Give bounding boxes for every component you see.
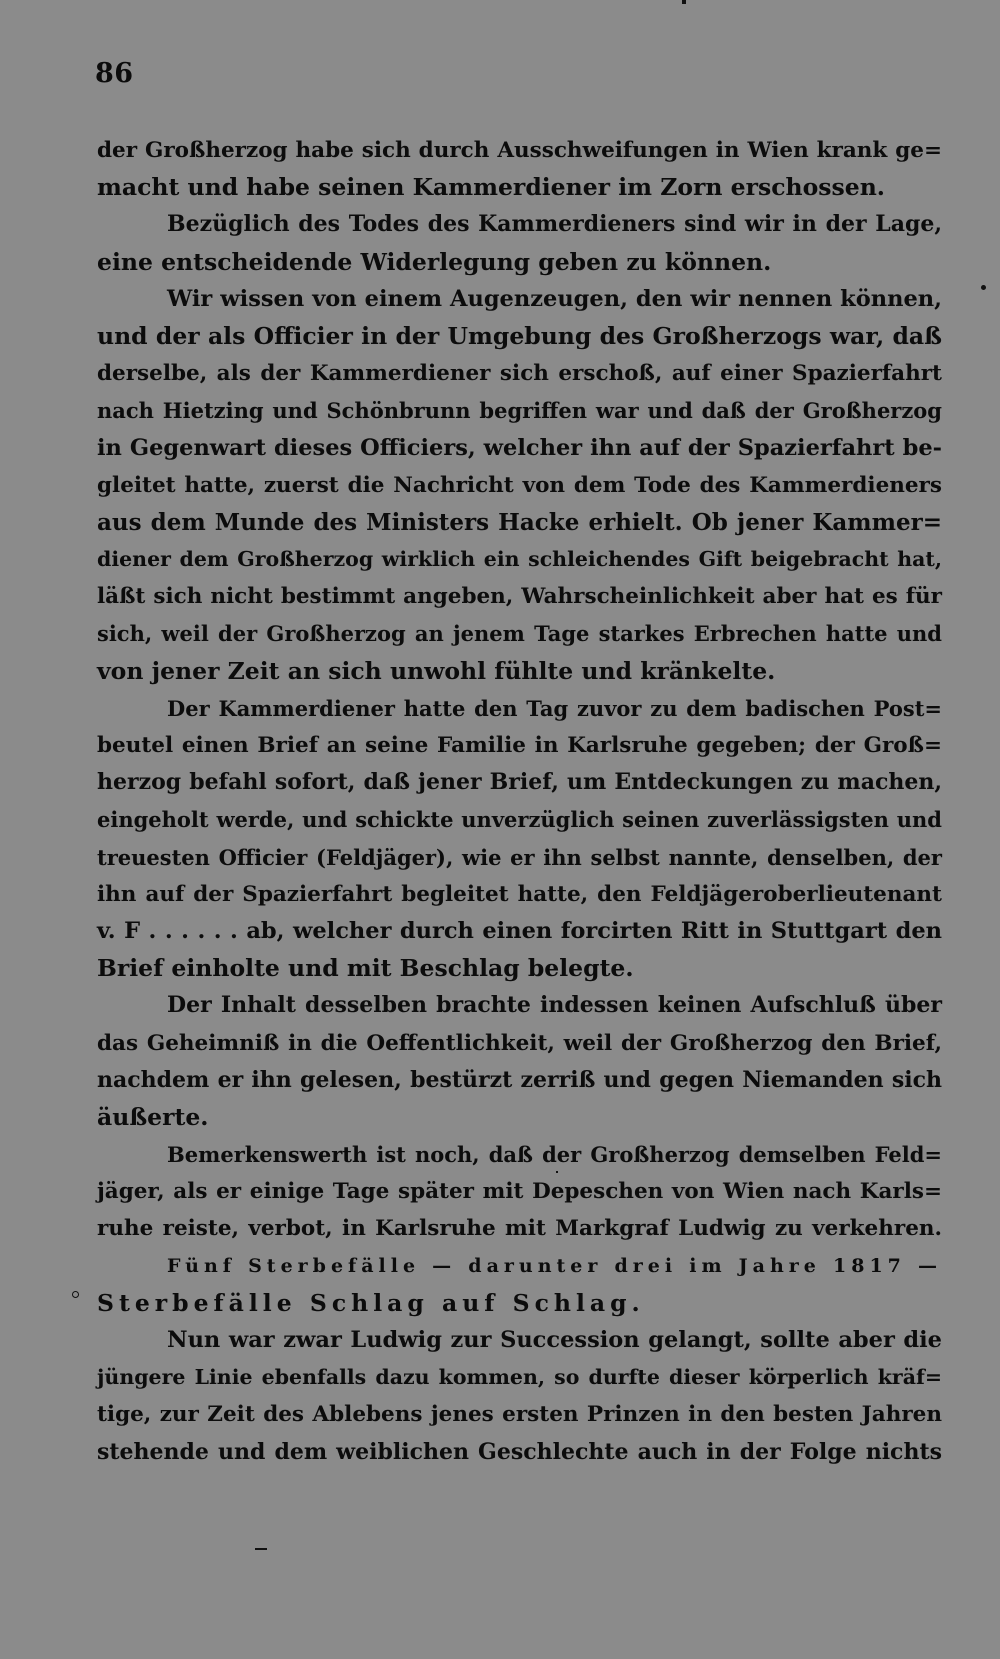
text-line: ihn auf der Spazierfahrt begleitet hatte, den Feldjägeroberlieutenant bbox=[97, 881, 942, 907]
ink-speck bbox=[981, 285, 986, 290]
text-line: jüngere Linie ebenfalls dazu kommen, so durfte dieser körperlich kräf= bbox=[97, 1365, 942, 1390]
text-line: tige, zur Zeit des Ablebens jenes ersten Prinzen in den besten Jahren bbox=[97, 1402, 942, 1428]
page-number: 86 bbox=[95, 58, 134, 89]
text-line: sich, weil der Großherzog an jenem Tage starkes Erbrechen hatte und bbox=[97, 621, 942, 647]
text-line: treuesten Officier (Feldjäger), wie er ihn selbst nannte, denselben, der bbox=[97, 844, 942, 870]
text-line: stehende und dem weiblichen Geschlechte auch in der Folge nichts bbox=[97, 1438, 942, 1465]
text-line: jäger, als er einige Tage später mit Depeschen von Wien nach Karls= bbox=[97, 1179, 942, 1205]
ink-speck bbox=[72, 1291, 79, 1298]
text-line: Brief einholte und mit Beschlag belegte. bbox=[97, 954, 634, 983]
text-line: äußerte. bbox=[97, 1102, 209, 1131]
text-line: herzog befahl sofort, daß jener Brief, um Entdeckungen zu machen, bbox=[97, 769, 942, 796]
text-line: Sterbefälle Schlag auf Schlag. bbox=[97, 1288, 645, 1317]
text-line: gleitet hatte, zuerst die Nachricht von dem Tode des Kammerdieners bbox=[97, 472, 942, 498]
text-line: und der als Officier in der Umgebung des Großherzogs war, daß bbox=[97, 321, 942, 350]
text-line: macht und habe seinen Kammerdiener im Zorn erschossen. bbox=[97, 173, 885, 202]
text-line: läßt sich nicht bestimmt angeben, Wahrscheinlichkeit aber hat es für bbox=[97, 584, 942, 610]
text-line: der Großherzog habe sich durch Ausschweifungen in Wien krank ge= bbox=[97, 138, 942, 163]
text-line: das Geheimniß in die Oeffentlichkeit, weil der Großherzog den Brief, bbox=[97, 1030, 942, 1056]
ink-speck bbox=[255, 1548, 267, 1550]
text-line: nach Hietzing und Schönbrunn begriffen war und daß der Großherzog bbox=[97, 398, 942, 424]
text-line: Bezüglich des Todes des Kammerdieners sind wir in der Lage, bbox=[167, 211, 942, 238]
text-line: derselbe, als der Kammerdiener sich erschoß, auf einer Spazierfahrt bbox=[97, 361, 942, 387]
text-line: Der Kammerdiener hatte den Tag zuvor zu dem badischen Post= bbox=[167, 695, 942, 721]
text-line: Bemerkenswerth ist noch, daß der Großherzog demselben Feld= bbox=[167, 1142, 942, 1168]
text-line: in Gegenwart dieses Officiers, welcher ihn auf der Spazierfahrt be- bbox=[97, 434, 942, 461]
text-line: Der Inhalt desselben brachte indessen keinen Aufschluß über bbox=[167, 992, 942, 1019]
body-text bbox=[97, 132, 942, 1471]
ink-speck bbox=[682, 0, 686, 4]
text-line: von jener Zeit an sich unwohl fühlte und kränkelte. bbox=[97, 656, 776, 685]
text-line: diener dem Großherzog wirklich ein schleichendes Gift beigebracht hat, bbox=[97, 547, 942, 572]
text-line: Wir wissen von einem Augenzeugen, den wir nennen können, bbox=[167, 285, 942, 312]
text-line: eine entscheidende Widerlegung geben zu können. bbox=[97, 247, 772, 276]
text-line: nachdem er ihn gelesen, bestürzt zerriß und gegen Niemanden sich bbox=[97, 1066, 942, 1093]
text-line: v. F . . . . . . ab, welcher durch einen forcirten Ritt in Stuttgart den bbox=[97, 917, 942, 944]
text-line: ruhe reiste, verbot, in Karlsruhe mit Markgraf Ludwig zu verkehren. bbox=[97, 1216, 942, 1242]
text-line: beutel einen Brief an seine Familie in Karlsruhe gegeben; der Groß= bbox=[97, 733, 942, 758]
text-line: eingeholt werde, und schickte unverzüglich seinen zuverlässigsten und bbox=[97, 807, 942, 833]
text-line: Nun war zwar Ludwig zur Succession gelangt, sollte aber die bbox=[167, 1327, 942, 1353]
text-line: Fünf Sterbefälle — darunter drei im Jahre 1817 — bbox=[167, 1254, 942, 1277]
text-line: aus dem Munde des Ministers Hacke erhielt. Ob jener Kammer= bbox=[97, 508, 942, 536]
